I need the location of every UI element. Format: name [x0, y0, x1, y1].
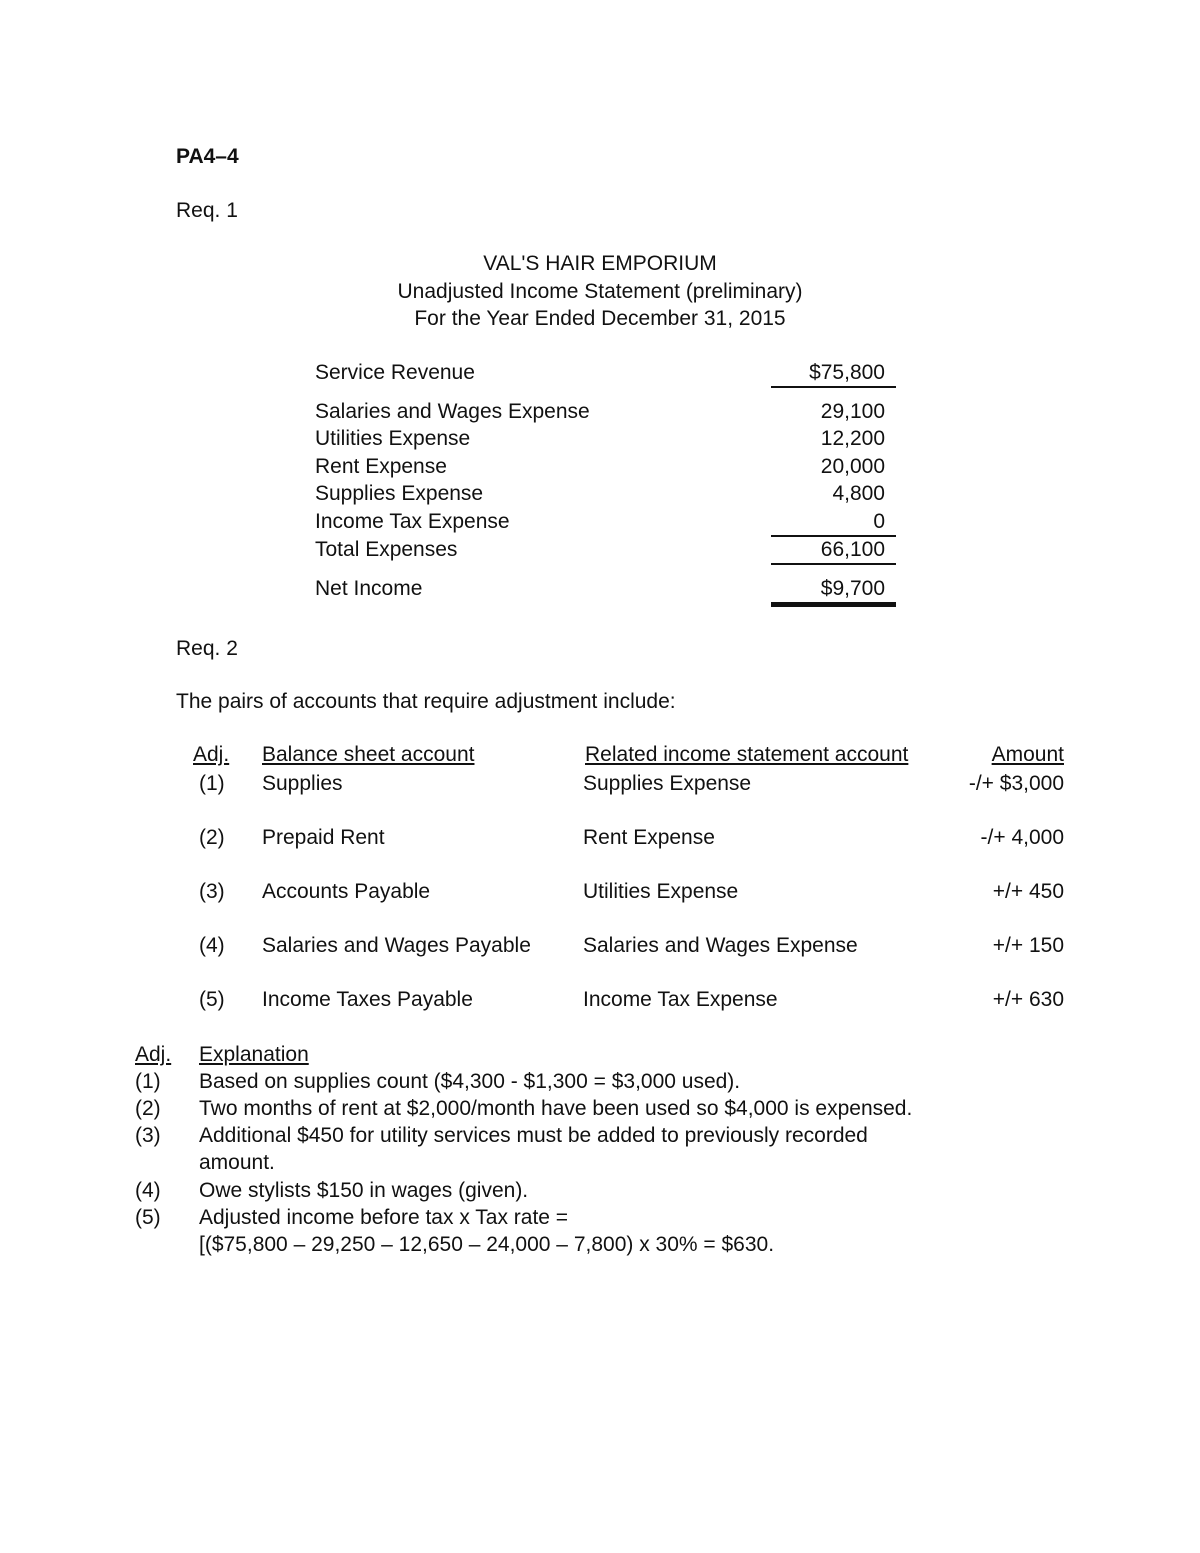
- explanation-text: Additional $450 for utility services must be added to previously recorded: [199, 1124, 868, 1147]
- balance-account-header: Balance sheet account: [262, 743, 475, 766]
- statement-period: For the Year Ended December 31, 2015: [414, 307, 786, 330]
- explanation-header: Explanation: [199, 1043, 309, 1066]
- adj-number: (2): [199, 826, 225, 849]
- revenue-amount: $75,800: [771, 359, 896, 388]
- req2-intro: The pairs of accounts that require adjustment include:: [176, 690, 676, 713]
- expense-label: Supplies Expense: [315, 482, 484, 505]
- expense-label: Salaries and Wages Expense: [315, 400, 590, 423]
- req2-label: Req. 2: [176, 637, 238, 660]
- explanation-text: [($75,800 – 29,250 – 12,650 – 24,000 – 7,800) x 30% = $630.: [199, 1233, 775, 1256]
- expense-label: Utilities Expense: [315, 427, 471, 450]
- balance-account: Supplies: [262, 772, 343, 795]
- expense-amount: 29,100: [820, 400, 885, 423]
- explanation-text: Based on supplies count ($4,300 - $1,300 = $3,000 used).: [199, 1070, 741, 1093]
- balance-account: Accounts Payable: [262, 880, 431, 903]
- expense-label: Rent Expense: [315, 455, 447, 478]
- net-income-label: Net Income: [315, 577, 423, 600]
- explanation-text: Two months of rent at $2,000/month have been used so $4,000 is expensed.: [199, 1097, 913, 1120]
- adj-amount: +/+ 450: [992, 880, 1064, 903]
- explanation-text: Owe stylists $150 in wages (given).: [199, 1179, 529, 1202]
- income-account: Rent Expense: [583, 826, 715, 849]
- explanation-number: (2): [135, 1097, 161, 1120]
- explanation-number: (1): [135, 1070, 161, 1093]
- explanation-number: (3): [135, 1124, 161, 1147]
- income-account: Income Tax Expense: [583, 988, 778, 1011]
- total-expenses-amount: 66,100: [771, 536, 896, 565]
- adj-number: (5): [199, 988, 225, 1011]
- adj-amount: +/+ 630: [992, 988, 1064, 1011]
- revenue-label: Service Revenue: [315, 361, 475, 384]
- statement-subtitle: Unadjusted Income Statement (preliminary): [397, 280, 803, 303]
- income-account-header: Related income statement account: [585, 743, 909, 766]
- amount-header: Amount: [991, 743, 1064, 766]
- net-income-amount: $9,700: [771, 575, 896, 607]
- balance-account: Salaries and Wages Payable: [262, 934, 531, 957]
- income-account: Salaries and Wages Expense: [583, 934, 858, 957]
- explanation-number: (4): [135, 1179, 161, 1202]
- income-account: Utilities Expense: [583, 880, 739, 903]
- expense-amount: 0: [771, 508, 896, 537]
- req1-label: Req. 1: [176, 199, 238, 222]
- expense-amount: 4,800: [832, 482, 885, 505]
- balance-account: Income Taxes Payable: [262, 988, 473, 1011]
- company-name: VAL'S HAIR EMPORIUM: [483, 252, 717, 275]
- expense-amount: 20,000: [820, 455, 885, 478]
- adj-amount: -/+ $3,000: [968, 772, 1064, 795]
- total-expenses-label: Total Expenses: [315, 538, 458, 561]
- document-title: PA4–4: [176, 145, 239, 168]
- adj-header: Adj.: [193, 743, 230, 766]
- adj-amount: +/+ 150: [992, 934, 1064, 957]
- expense-label: Income Tax Expense: [315, 510, 510, 533]
- adj-number: (1): [199, 772, 225, 795]
- explanation-number: (5): [135, 1206, 161, 1229]
- adj-number: (4): [199, 934, 225, 957]
- income-account: Supplies Expense: [583, 772, 752, 795]
- adj-number: (3): [199, 880, 225, 903]
- explanation-text: Adjusted income before tax x Tax rate =: [199, 1206, 569, 1229]
- adj-amount: -/+ 4,000: [980, 826, 1064, 849]
- explanation-adj-header: Adj.: [135, 1043, 172, 1066]
- explanation-text: amount.: [199, 1151, 275, 1174]
- balance-account: Prepaid Rent: [262, 826, 385, 849]
- expense-amount: 12,200: [820, 427, 885, 450]
